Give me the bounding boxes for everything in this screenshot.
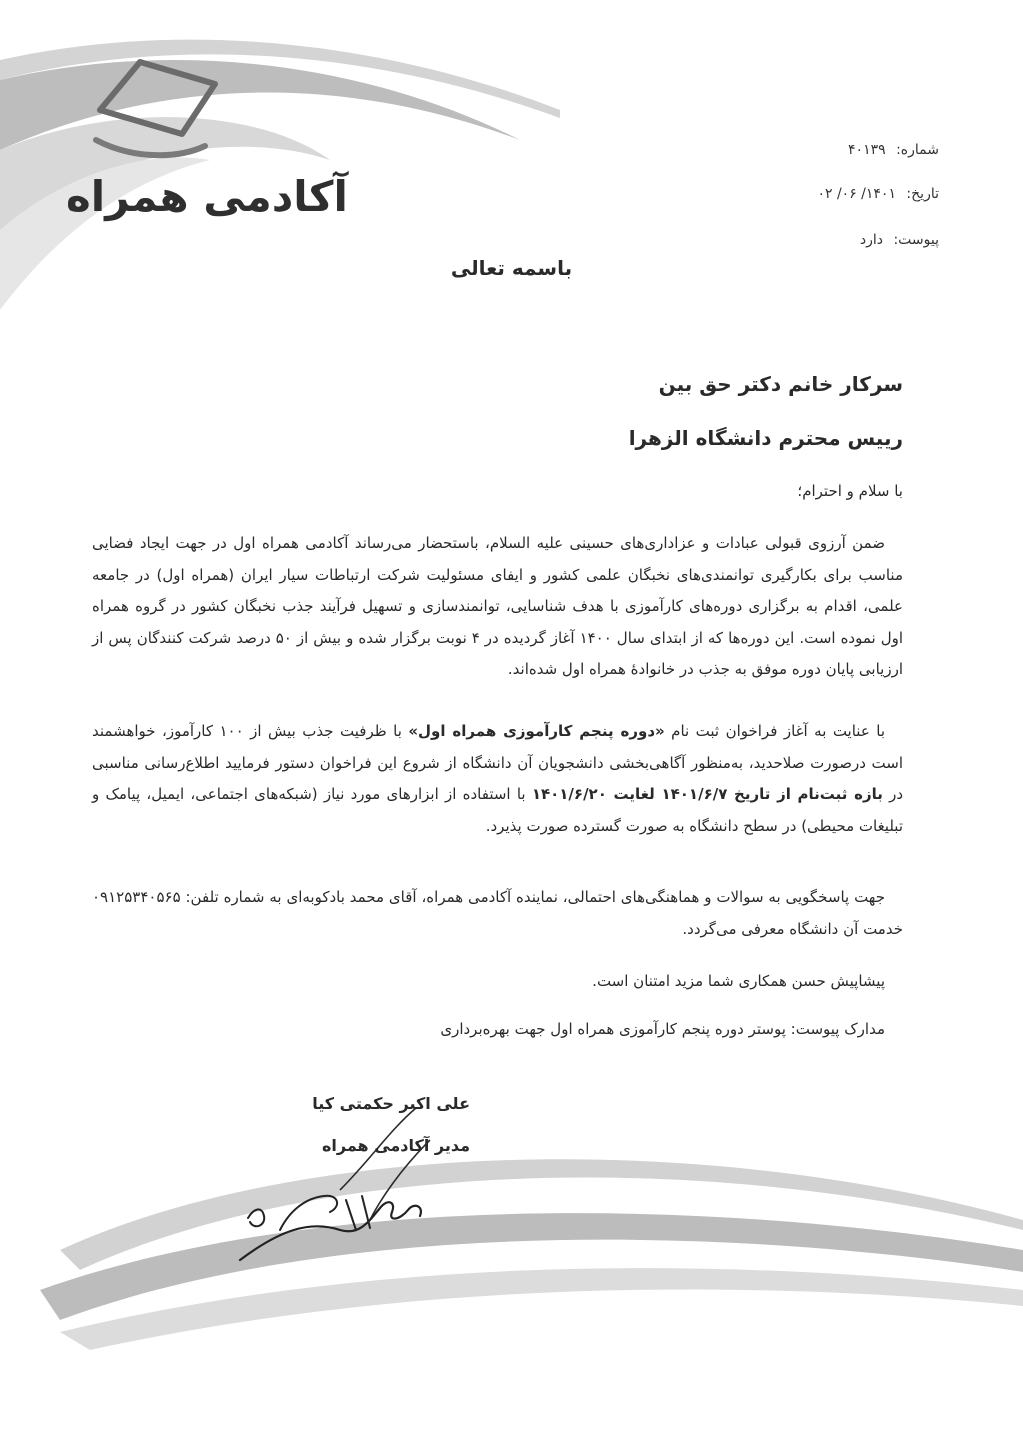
p2-intro: با عنایت به آغاز فراخوان ثبت نام (664, 722, 885, 740)
course-title: «دوره پنجم کارآموزی همراه اول» (408, 722, 665, 740)
greeting: با سلام و احترام؛ (797, 482, 903, 500)
invocation-heading: باسمه تعالی (450, 256, 573, 280)
letter-attachment-label: پیوست: (893, 232, 939, 248)
letter-date (817, 186, 939, 202)
recipient-title: رییس محترم دانشگاه الزهرا (628, 426, 903, 450)
registration-window: بازه ثبت‌نام از تاریخ ۱۴۰۱/۶/۷ لغایت ۱۴۰۱/۶/۲۰ (531, 785, 883, 803)
letter-number (848, 142, 939, 158)
recipient-name: سرکار خانم دکتر حق بین (658, 372, 903, 396)
logo-wordmark: آکادمی همراه (66, 172, 348, 221)
footer-swoosh-decoration (0, 1100, 1023, 1360)
body-paragraph-1: ضمن آرزوی قبولی عبادات و عزاداری‌های حسینی علیه السلام، باستحضار می‌رساند آکادمی همراه اول در جهت ایجاد فضایی مناسب برای بکارگیری توانمندی‌های نخبگان علمی کشور و ایفای مسئولیت شرکت ارتباطات سیار ایران (همراه اول) در جامعه علمی، اقدام به برگزاری دوره‌های کارآموزی با هدف شناسایی، توانمندسازی و تسهیل فرآیند جذب نخبگان کشور در گروه همراه اول نموده است. این دوره‌ها که از ابتدای سال ۱۴۰۰ آغاز گردیده در ۴ نوبت برگزار شده و بیش از ۵۰ درصد شرکت کنندگان پس از ارزیابی پایان دوره موفق به جذب در خانوادهٔ همراه اول شده‌اند. (92, 534, 904, 678)
body-paragraph-3: جهت پاسخگویی به سوالات و هماهنگی‌های احتمالی، نماینده آکادمی همراه، آقای محمد بادکوبه‌ای به شماره تلفن: ۰۹۱۲۵۳۴۰۵۶۵ خدمت آن دانشگاه معرفی می‌گردد. (92, 888, 903, 938)
letter-attachment-value: دارد (859, 232, 883, 248)
body-paragraph-2 (92, 716, 903, 842)
signer-name: علی اکبر حکمتی کیا (312, 1094, 470, 1113)
letter-number-label: شماره: (896, 142, 939, 158)
letter-date-value: ۱۴۰۱/ ۰۶/ ۰۲ (817, 186, 896, 202)
letter-date-label: تاریخ: (906, 186, 939, 202)
closing-line: پیشاپیش حسن همکاری شما مزید امتنان است. (592, 972, 885, 990)
header-swoosh-decoration (0, 0, 560, 340)
signer-role: مدیر آکادمی همراه (321, 1136, 470, 1155)
letter-number-value: ۴۰۱۳۹ (848, 142, 886, 158)
letter-attachment (860, 232, 939, 248)
p2-end: با استفاده از ابزارهای مورد نیاز (شبکه‌های اجتماعی، ایمیل، پیامک و تبلیغات محیطی) در سطح دانشگاه به صورت گسترده صورت پذیرد. (92, 785, 903, 835)
attachments-note: مدارک پیوست: پوستر دوره پنجم کارآموزی همراه اول جهت بهره‌برداری (440, 1020, 885, 1038)
p2-middle: با ظرفیت جذب بیش از ۱۰۰ کارآموز، خواهشمند است درصورت صلاحدید، به‌منظور آگاهی‌بخشی دانشجویان آن دانشگاه از شروع این فراخوان دستور فرمایید اطلاع‌رسانی مناسبی در (92, 722, 904, 803)
